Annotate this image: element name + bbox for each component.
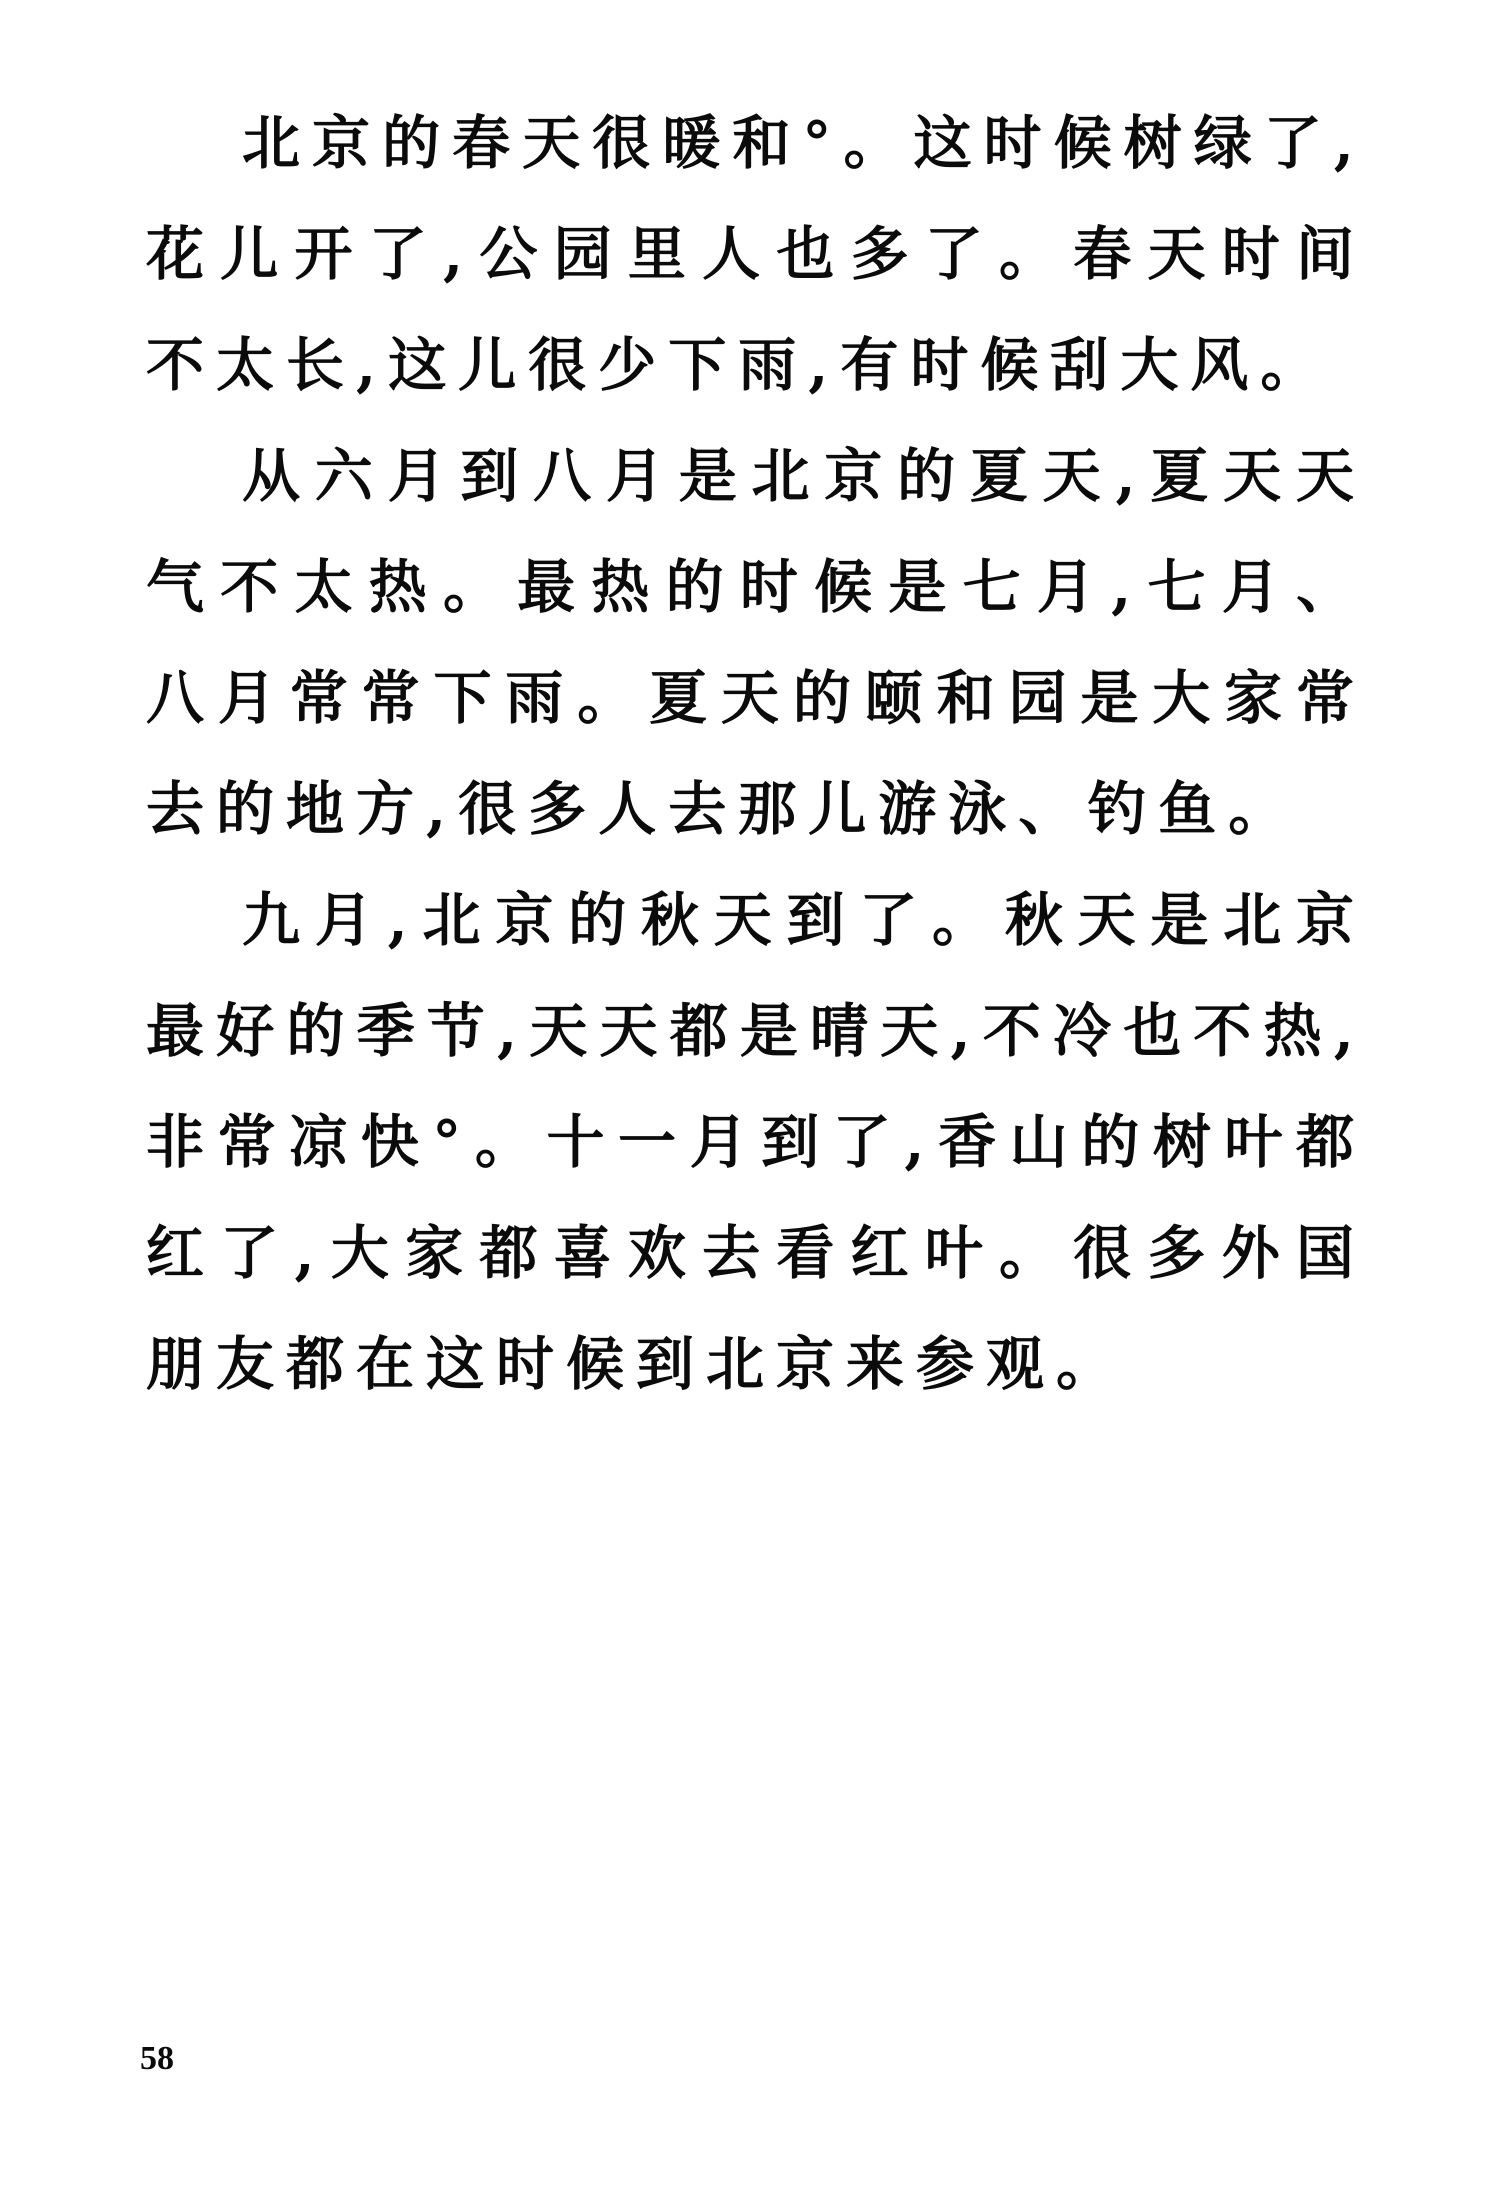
- page-number: 58: [140, 2040, 174, 2077]
- body-text: [146, 88, 1366, 1420]
- paragraph-spring: 北京的春天很暖和°。这时候树绿了,花儿开了,公园里人也多了。春天时间不太长,这儿很少下雨,有时候刮大风。: [146, 109, 1366, 399]
- paragraph-autumn: 九月,北京的秋天到了。秋天是北京最好的季节,天天都是晴天,不冷也不热,非常凉快°。十一月到了,香山的树叶都红了,大家都喜欢去看红叶。很多外国朋友都在这时候到北京来参观。: [146, 886, 1366, 1398]
- paragraph-summer: 从六月到八月是北京的夏天,夏天天气不太热。最热的时候是七月,七月、八月常常下雨。夏天的颐和园是大家常去的地方,很多人去那儿游泳、钓鱼。: [146, 442, 1366, 843]
